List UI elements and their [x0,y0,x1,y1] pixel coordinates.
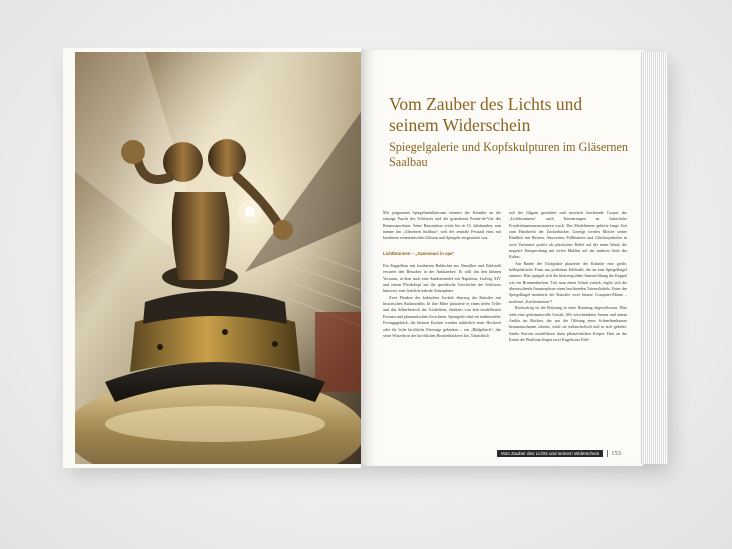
page-footer [497,450,621,457]
text-column-left [383,210,501,339]
right-page [361,50,643,466]
body-paragraph: Zwei Flanken des kubischen Sockels überzog der Künstler mit historischen Backmodeln. In ihre Mitte platzierte er einen tiefen Teller und das Silberbesteck der Großeltern, flankiert von fein modellierten Formen und phantastischen Gesichtern. Springerle sind ein traditionelles Festtagsgebäck, die kleinen Kuchen wurden anlässlich einer Hochzeit oder für hohe kirchliche Feiertage gebacken – ein „Bildgebäck“, das seine Wurzeln in der kirchlichen Hostienbäckerei hat. Tatsächlich [383,294,501,338]
left-page [63,48,361,468]
section-subheading: Lichtbrunnen – „Sanssouci in spe“ [383,250,455,256]
fountain-photo [75,52,361,464]
page-number: 153 [607,450,621,457]
running-title: Vom Zauber des Lichts und seinem Widerschein [497,450,604,457]
text-column-right [509,210,627,343]
open-book [63,48,667,468]
body-paragraph: ruft der filigran gestaltete und mystisch leuchtende Corpus des „Lichtbrunnens“ auch Erinnerungen an historische Fronleichnamsmonstranzen wach. Das Modelinnere gehörte lange Zeit zum Handwerk der Zuckerbäcker. Gezeigt werden Motive seiner Kindheit mit Reitern, Amoretten, Füllhörnern und Glückssymbolen in zwei Varianten: positiv als plastisches Relief auf der einen Wand, die negative Entsprechung mit tiefen Mulden auf der anderen Seite des Kubus. [509,210,627,260]
body-paragraph: Ein Kuppelbau mit kostbarem Baldachin aus Neusilber und Edelstahl erwartet den Besucher in der Antikambre. Er rollt ihn den kleinen Vorraum, in dem auch eine Sandsteintafel mit Napoleon, Ludwig XIV und einem Pferdekopf auf die spezifische Geschichte des Schlosses hinweist, eine feierlich-nakede Atmosphäre. [383,263,501,294]
intro-paragraph: Mit prägnanten Spiegelinstallationen erinnert der Künstler an die einstige Pracht des Schlosses und die grandiosen Pointe-de-Vue des Renaissancebaus. Seine Baustruktur reicht bis in 13. Jahrhundert, nun nannte ihn „Gläsernen Saalbau“, weil der zentrale Festsaal einst mit kostbaren venezianischen Gläsern und Spiegeln ausgestattet war. [383,210,501,241]
chapter-subtitle: Spiegelgalerie und Kopfskulpturen im Gläsernen Saalbau [389,140,628,169]
body-paragraph: Am Rande der Tischplatte platzierte der Künstler eine große, halbsphärische Form aus poliertem Edelstahl, die an eine Spiegelkugel erinnert. Hier spiegelt sich die blattvergoldete Innenwölbung der Kuppel wie ein Brunnenbecken. Tritt man einen Schritt zurück, ergibt sich die überraschende Anamorphose eines leuchtenden Totenschädels. Unter der Spiegelkugel montierte der Künstler zwei bizarre Computer-Mäuse – moderne „Kirchenmäuse“! [509,260,627,304]
page-edges [641,52,668,464]
chapter-title: Vom Zauber des Lichts und seinem Widerschein [389,94,583,135]
body-paragraph: Rückwärtig ist die Brüstung in einer Rundung abgeschlossen. Hier steht eine geheimnisvolle Gestalt. Mit verschränkten Armen und einem Antlitz im Rücken, das aus der Öffnung eines Schneckenhauses herauszuschauen scheint, wirkt sie melancholisch und in sich gekehrt. Sanfte Kurven modellieren ihren pflanzenhaften Körper. Hart an der Kante der Plattform liegen zwei Kugeln aus Edel- [509,305,627,342]
